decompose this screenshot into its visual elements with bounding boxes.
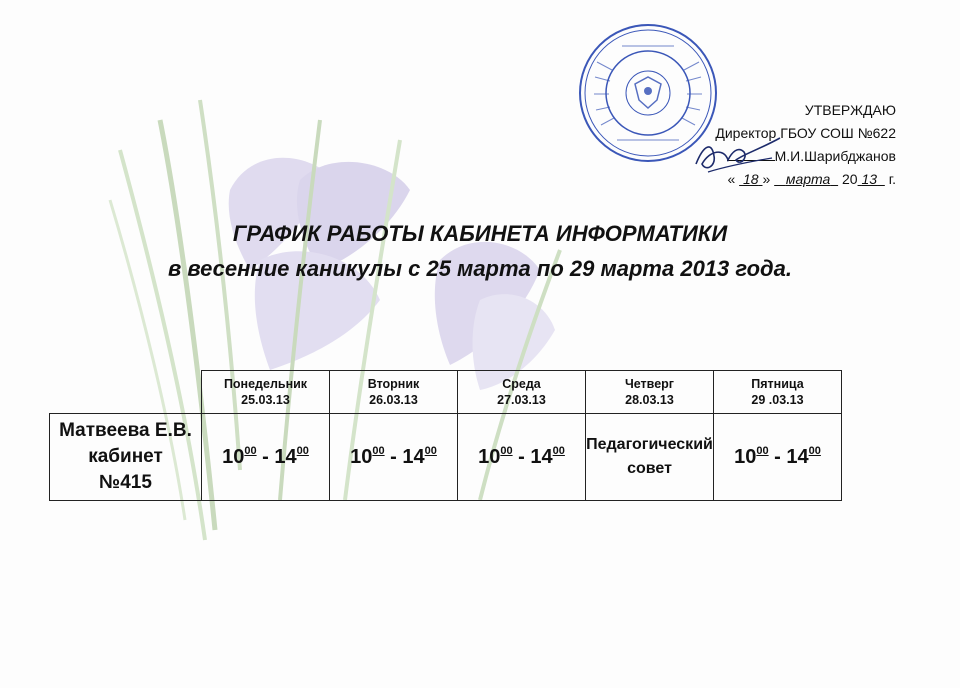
day-header-thursday: [586, 371, 714, 414]
teacher-name: Матвеева Е.В.: [59, 420, 192, 441]
approval-name: М.И.Шарибджанов: [774, 148, 896, 164]
director-signature: [688, 130, 788, 178]
day-date: 26.03.13: [369, 393, 418, 407]
schedule-table: [49, 370, 842, 501]
day-header-tuesday: [330, 371, 458, 414]
time-cell-wednesday: $10^{00} - 14^{00}$: [458, 414, 586, 501]
table-header-row: [50, 371, 842, 414]
day-header-wednesday: [458, 371, 586, 414]
room-label: кабинет: [88, 446, 163, 467]
day-date: 25.03.13: [241, 393, 290, 407]
room-number: №415: [99, 472, 152, 493]
time-cell-friday: $10^{00} - 14^{00}$: [714, 414, 842, 501]
day-header-monday: [202, 371, 330, 414]
day-date: 28.03.13: [625, 393, 674, 407]
date-open-quote: «: [727, 171, 736, 187]
teacher-cell: [50, 414, 202, 501]
note-cell-thursday: [586, 414, 714, 501]
header-empty-cell: [50, 371, 202, 414]
date-year-unit: г.: [888, 171, 896, 187]
document-subtitle: в весенние каникулы с 25 марта по 29 марта 2013 года.: [168, 256, 792, 281]
document-title: ГРАФИК РАБОТЫ КАБИНЕТА ИНФОРМАТИКИ: [232, 221, 728, 246]
day-date: 27.03.13: [497, 393, 546, 407]
day-name: Пятница: [751, 377, 804, 391]
date-day: 18: [743, 171, 759, 187]
time-cell-tuesday: $10^{00} - 14^{00}$: [330, 414, 458, 501]
day-header-friday: [714, 371, 842, 414]
date-year-prefix: 20: [841, 171, 858, 187]
date-month: марта: [785, 171, 831, 187]
time-cell-monday: $10^{00} - 14^{00}$: [202, 414, 330, 501]
day-name: Среда: [502, 377, 541, 391]
date-year-suffix: 13: [861, 171, 878, 187]
day-date: 29 .03.13: [751, 393, 804, 407]
note-line: совет: [627, 460, 672, 477]
note-line: Педагогический: [586, 436, 713, 453]
day-name: Четверг: [624, 377, 674, 391]
table-row: [50, 414, 842, 501]
day-name: Понедельник: [223, 377, 308, 391]
date-close-quote: »: [762, 171, 771, 187]
approval-heading: УТВЕРЖДАЮ: [804, 102, 896, 118]
approval-position: Директор ГБОУ СОШ №622: [715, 125, 896, 141]
day-name: Вторник: [367, 377, 420, 391]
